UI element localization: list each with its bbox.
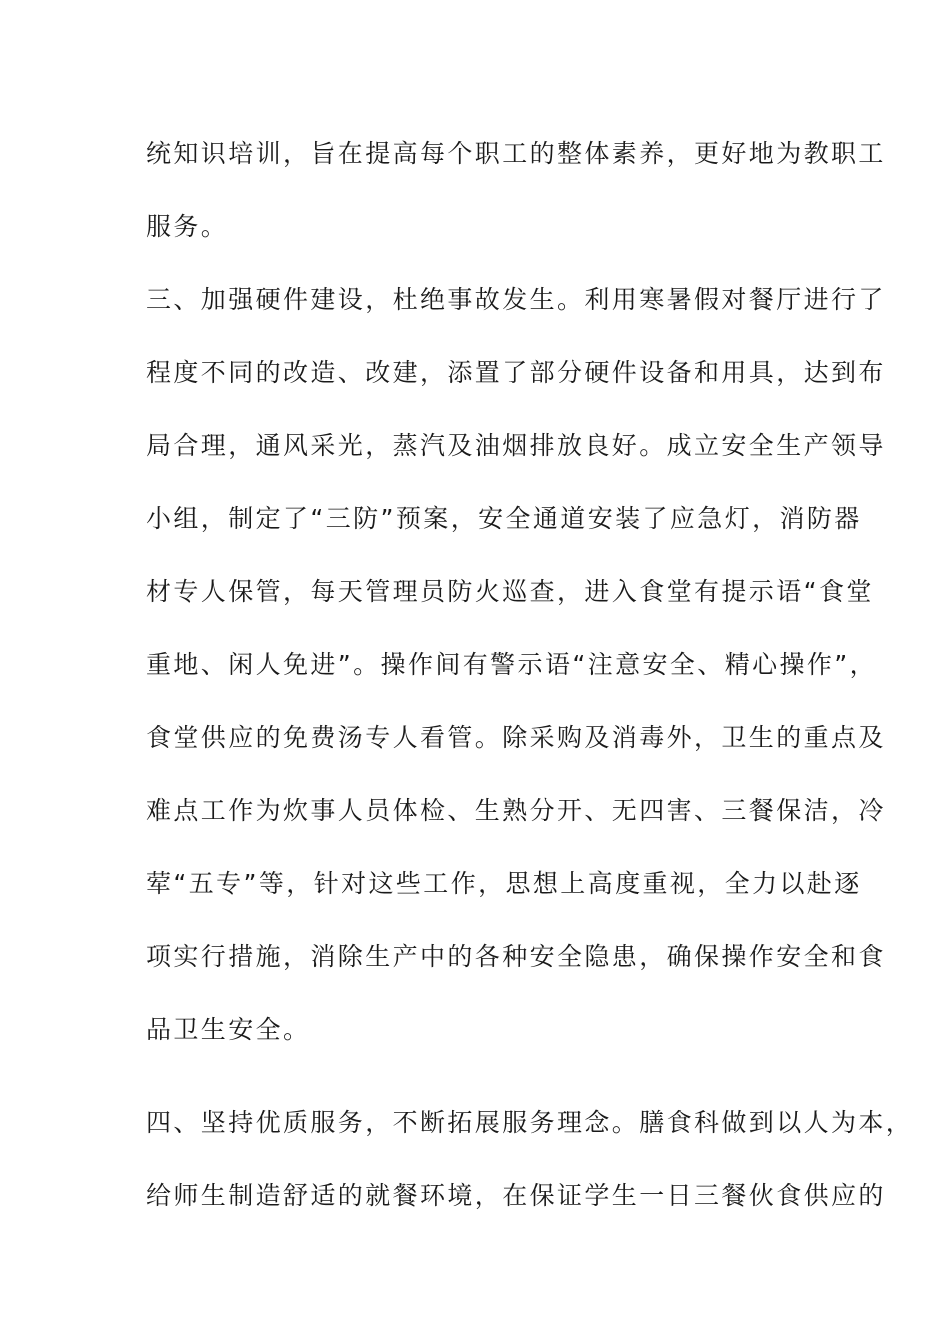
text-line: 食堂供应的免费汤专人看管。除采购及消毒外，卫生的重点及: [146, 723, 886, 752]
text-line: 荤“五专”等，针对这些工作，思想上高度重视，全力以赴逐: [146, 869, 862, 898]
text-line: 程度不同的改造、改建，添置了部分硬件设备和用具，达到布: [146, 358, 886, 387]
text-line: 小组，制定了“三防”预案，安全通道安装了应急灯，消防器: [146, 504, 862, 533]
paragraph-heading-line: 四、坚持优质服务，不断拓展服务理念。膳食科做到以人为本，: [146, 1108, 914, 1137]
paragraph-heading-line: 三、加强硬件建设，杜绝事故发生。利用寒暑假对餐厅进行了: [146, 285, 886, 314]
text-line: 材专人保管，每天管理员防火巡查，进入食堂有提示语“食堂: [146, 577, 874, 606]
text-line: 给师生制造舒适的就餐环境，在保证学生一日三餐伙食供应的: [146, 1181, 886, 1210]
text-line: 品卫生安全。: [146, 1015, 311, 1044]
text-line: 局合理，通风采光，蒸汽及油烟排放良好。成立安全生产领导: [146, 431, 886, 460]
text-line: 重地、闲人免进”。操作间有警示语“注意安全、精心操作”，: [146, 650, 878, 679]
text-line: 难点工作为炊事人员体检、生熟分开、无四害、三餐保洁，冷: [146, 796, 886, 825]
text-line: 项实行措施，消除生产中的各种安全隐患，确保操作安全和食: [146, 942, 886, 971]
text-line: 服务。: [146, 212, 229, 241]
text-line: 统知识培训，旨在提高每个职工的整体素养，更好地为教职工: [146, 139, 886, 168]
